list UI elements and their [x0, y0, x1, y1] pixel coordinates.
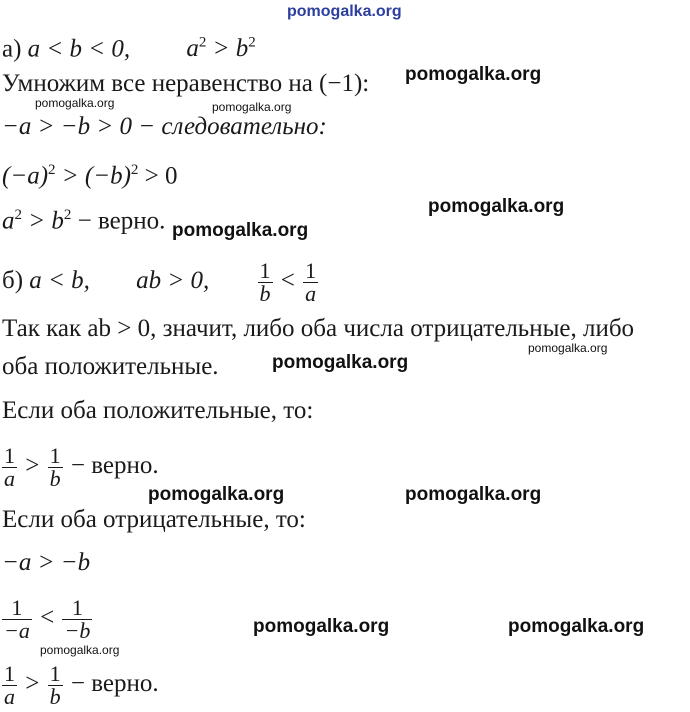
condition: a < b < 0,	[27, 35, 131, 63]
positive-result: $\frac{1}{a}$ > $\frac{1}{b}$ − верно.	[4, 442, 159, 491]
watermark-text: pomogalka.org	[405, 64, 542, 85]
explanation-line-1: Так как ab > 0, значит, либо оба числа отрицательные, либо	[2, 315, 635, 342]
part-a-result: $a^2 > b^2$ − верно.	[2, 207, 166, 235]
watermark-text: pomogalka.org	[40, 643, 120, 657]
watermark-text: pomogalka.org	[212, 100, 292, 114]
watermark-text: pomogalka.org	[428, 196, 565, 217]
watermark-text: pomogalka.org	[405, 484, 542, 505]
step2: $(-a)^2 > (-b)^2 > 0$	[2, 162, 178, 190]
watermark-text: pomogalka.org	[272, 352, 409, 373]
multiply-text: Умножим все неравенство на (−1):	[2, 70, 370, 97]
part-label: б)	[2, 267, 24, 294]
watermark-text: pomogalka.org	[508, 616, 645, 637]
case-negative: Если оба отрицательные, то:	[2, 506, 306, 533]
part-b-statement	[2, 256, 320, 306]
negative-result: $\frac{1}{a}$ > $\frac{1}{b}$ − верно.	[4, 660, 159, 709]
explanation-line-2: оба положительные.	[2, 353, 219, 380]
watermark-text: pomogalka.org	[148, 484, 285, 505]
negative-step2: $\frac{1}{-a}$ < $\frac{1}{-b}$	[4, 594, 91, 643]
part-a-statement	[2, 28, 256, 64]
step1: −a > −b > 0 − следовательно:	[2, 113, 327, 140]
watermark-text: pomogalka.org	[172, 220, 309, 241]
watermark-text: pomogalka.org	[253, 616, 390, 637]
claim-fraction: $\frac{1}{b}$ < $\frac{1}{a}$	[259, 257, 317, 306]
claim: $a^2 > b^2$	[186, 35, 256, 63]
part-label: а)	[2, 35, 22, 63]
watermark-text: pomogalka.org	[287, 3, 402, 20]
watermark-text: pomogalka.org	[528, 341, 608, 355]
watermark-text: pomogalka.org	[35, 96, 115, 110]
negative-step1: −a > −b	[2, 549, 91, 576]
condition: ab > 0,	[136, 267, 210, 294]
case-positive: Если оба положительные, то:	[2, 397, 314, 424]
condition: a < b,	[29, 267, 90, 294]
